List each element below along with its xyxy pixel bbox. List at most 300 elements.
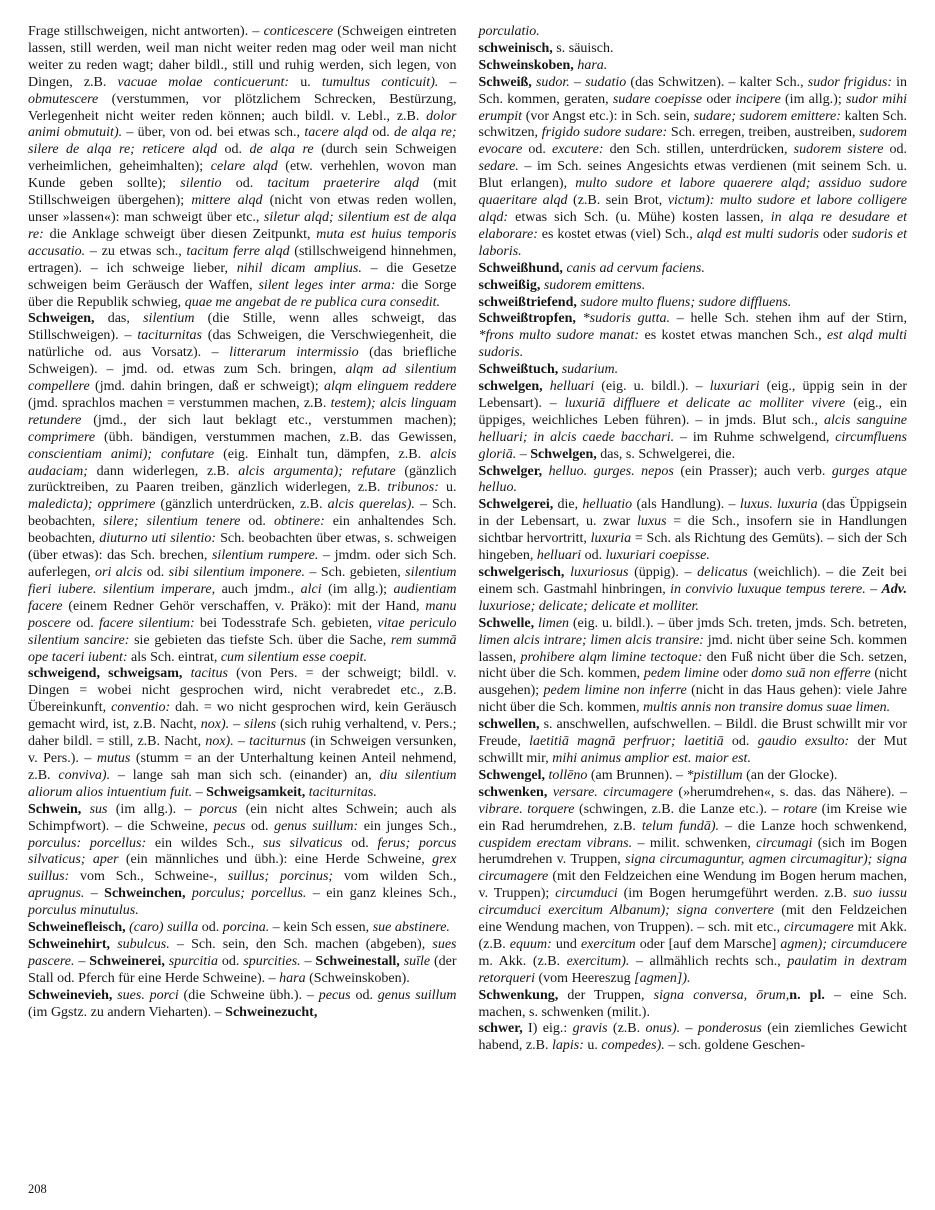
entry-paragraph: [479, 988, 908, 1022]
text-run: aprugnus.: [28, 886, 85, 902]
text-run: Adv.: [881, 581, 908, 597]
text-run: facere silentium:: [98, 615, 195, 631]
text-run: (vor Angst etc.): in Sch. sein,: [522, 108, 694, 124]
text-run: – über, von od. bei etwas sch.,: [122, 125, 305, 141]
text-run: dolor animi obmutuit).: [28, 108, 457, 141]
text-run: tribunos:: [387, 480, 439, 496]
text-run: [576, 311, 583, 326]
text-run: –: [229, 717, 245, 733]
text-run: luxus. luxuria: [739, 497, 818, 513]
text-run: (im allg.);: [321, 581, 394, 597]
text-run: sie gebieten das tiefste Sch. über die Sache,: [129, 632, 391, 648]
text-run: Schweinestall,: [315, 953, 400, 969]
text-run: (im Kreise wie ein Rad herumdrehen, z.B.: [478, 801, 907, 834]
text-run: spurcities.: [243, 953, 301, 969]
text-run: helluo. gurges. nepos: [548, 463, 674, 479]
text-run: tacitum ferre alqd: [186, 243, 290, 259]
text-run: grex suillus:: [28, 852, 457, 885]
text-run: sus: [89, 801, 108, 817]
entry-paragraph: [479, 497, 908, 565]
text-run: porculus; porcellus.: [191, 886, 307, 902]
text-run: (nicht ausgehen);: [478, 666, 908, 699]
text-run: od.: [367, 125, 395, 141]
text-run: suo iussu circumduci exercitum Albanum); signa convertere: [478, 886, 907, 919]
text-run: – die Gesetze schweigen beim Geräusch der Waffen,: [28, 260, 457, 293]
text-run: (übh. bändigen, verstummen machen, z.B. das Gewissen,: [95, 429, 457, 445]
text-run: – sch. goldene Geschen-: [664, 1038, 806, 1054]
text-run: sudarium.: [561, 362, 619, 378]
text-run: (sich im Bogen herumdrehen v. Truppen,: [478, 835, 907, 868]
text-run: schwenken,: [478, 784, 548, 800]
text-run: (eig., ein üppiges, weichliches Leben führen). – in jmds. Blut sch.,: [478, 395, 908, 428]
text-run: Schweinskoben,: [478, 57, 574, 73]
text-run: vacuae molae conticuerunt:: [117, 74, 290, 90]
text-run: conventio:: [111, 700, 171, 716]
text-run: Schweinefleisch,: [28, 920, 126, 936]
text-run: luxuria: [590, 531, 632, 547]
text-run: der Mut schwillt mir,: [478, 734, 907, 766]
text-run: (vom Heereszug: [535, 970, 635, 986]
text-run: sudore multo fluens; sudore diffluens.: [580, 294, 792, 310]
text-run: –: [300, 953, 316, 969]
text-run: od.: [245, 818, 275, 834]
text-run: circumagi: [756, 835, 813, 851]
text-run: luxuriosus: [570, 565, 629, 580]
text-run: (der Stall od. Pferch für eine Herde Schweine). –: [28, 953, 457, 986]
text-run: domo suā non efferre: [751, 666, 871, 682]
text-run: silentio: [180, 176, 222, 192]
text-run: alcis audaciam;: [28, 446, 457, 479]
text-run: Schweinezucht,: [225, 1004, 318, 1020]
text-run: (stillschweigend hinnehmen, ertragen). – ich schweige lieber,: [28, 243, 457, 276]
text-run: (ein Prasser); auch verb.: [673, 463, 832, 479]
text-run: vom wilden Sch.,: [333, 869, 457, 885]
text-run: (das briefliche Schweigen). – jmd. od. etwas zum Sch. bringen,: [28, 345, 457, 378]
entry-paragraph: [479, 24, 908, 41]
text-run: –: [680, 1021, 698, 1037]
text-run: limen alcis intrare; limen alcis transire:: [478, 632, 704, 648]
text-run: jmd. nicht über seine Sch. kommen lassen,: [478, 632, 907, 665]
text-run: od.: [723, 734, 758, 750]
text-run: telum fundā).: [641, 818, 720, 834]
text-run: laetitiā magnā perfruor; laetitiā: [529, 734, 724, 750]
text-run: (etw. verhehlen, wovon man Kunde geben sollte);: [28, 159, 457, 192]
text-run: porcina.: [222, 920, 270, 936]
text-run: s. säuisch.: [552, 40, 614, 56]
text-run: frigido sudore sudare:: [541, 125, 668, 141]
text-run: (z.B.: [607, 1021, 646, 1037]
text-run: Schwengel,: [478, 767, 545, 783]
text-run: litterarum intermissio: [229, 345, 359, 361]
text-run: nox).: [205, 734, 234, 750]
text-run: mihi animus amplior est. maior est.: [552, 750, 751, 766]
text-run: u.: [583, 1038, 602, 1054]
text-run: sues pascere.: [28, 936, 457, 969]
text-run: sedare.: [478, 159, 519, 175]
text-run: vom Sch., Schweine-,: [69, 869, 228, 885]
text-run: cum silentium esse coepit.: [220, 649, 368, 665]
text-run: (gänzlich zurücktreiben, zu Paaren treiben, gänzlich widerlegen, z.B.: [28, 463, 457, 496]
text-run: luxuriose; delicate; delicate et molliter.: [478, 598, 699, 614]
text-run: luxuriā diffluere et delicate ac molliter vivere: [564, 395, 846, 411]
entry-paragraph: [479, 616, 908, 717]
text-run: Schweinchen,: [104, 886, 186, 902]
text-run: conviva).: [58, 767, 111, 783]
text-run: subulcus.: [117, 936, 170, 952]
text-run: – helle Sch. stehen ihm auf der Stirn,: [669, 311, 908, 327]
text-run: limen: [537, 615, 570, 631]
text-run: – lange sah man sich sch. (einander) an,: [110, 767, 380, 783]
text-run: m. Akk. (z.B.: [478, 953, 567, 969]
entry-paragraph: [479, 464, 908, 498]
text-run: audientiam facere: [28, 581, 457, 614]
text-run: [182, 666, 190, 681]
text-run: celare alqd: [210, 159, 278, 175]
text-run: Schweigsamkeit,: [206, 784, 306, 800]
text-run: luxuriari: [709, 379, 760, 395]
text-run: es kostet etwas (viel) Sch.,: [537, 226, 697, 242]
text-column-left: [28, 24, 457, 1055]
text-run: – jmdm. oder sich Sch. auferlegen,: [28, 548, 457, 580]
text-run: *pistillum: [686, 767, 743, 783]
entry-paragraph: [479, 565, 908, 616]
text-run: oder: [702, 91, 736, 107]
text-run: pecus: [318, 987, 351, 1003]
text-run: oder: [719, 666, 752, 682]
text-run: luxuriari coepisse.: [605, 548, 710, 564]
text-run: (ein nicht altes Schwein; auch als Schimpfwort). – die Schweine,: [28, 801, 457, 834]
text-run: ponderosus: [697, 1021, 762, 1037]
text-run: I) eig.:: [522, 1021, 573, 1037]
text-run: onus).: [645, 1021, 681, 1037]
entry-paragraph: [28, 920, 457, 937]
text-run: (nicht von etwas reden wollen, unser »lassen«): man schweigt über etc.,: [28, 193, 457, 225]
page-body: [28, 24, 907, 1055]
entry-paragraph: [28, 937, 457, 988]
text-run: Schwelger,: [478, 463, 543, 479]
text-run: tollēno: [548, 767, 588, 783]
text-run: vitae periculo silentium sancire:: [28, 615, 457, 648]
text-run: (als Handlung). –: [632, 497, 740, 513]
text-run: sudatio: [585, 74, 627, 90]
text-run: oder: [818, 226, 852, 242]
text-run: od.: [218, 953, 244, 969]
text-run: [agmen]).: [634, 970, 691, 986]
text-run: (die Stille, wenn alles schweigt, das Stillschweigen). –: [28, 311, 457, 344]
text-run: porcus: [199, 801, 238, 817]
text-run: –: [233, 734, 250, 750]
text-run: u.: [289, 74, 322, 90]
text-run: ein anhaltendes Sch. beobachten,: [28, 514, 457, 547]
text-run: es kostet etwas manchen Sch.,: [639, 328, 827, 344]
text-run: Schweißtuch,: [478, 362, 559, 378]
text-run: schweißtriefend,: [478, 294, 577, 310]
text-run: pedem limine: [643, 666, 720, 682]
text-run: (durch sein Schweigen verheimlichen, geheimhalten);: [28, 142, 457, 175]
text-run: das,: [94, 311, 144, 327]
text-run: (mit den Feldzeichen eine Wendung im Bogen herum machen, v. Truppen);: [478, 869, 907, 902]
entry-paragraph: [479, 362, 908, 379]
text-run: gurges atque helluo.: [478, 463, 908, 496]
text-run: multis annis non transire domus suae limen.: [642, 700, 891, 716]
text-run: (im Ggstz. zu andern Vieharten). –: [28, 1004, 226, 1020]
text-run: versare. circumagere: [552, 784, 673, 800]
text-run: sudorem emittens.: [543, 277, 646, 293]
text-run: silentium rumpere.: [211, 548, 319, 564]
entry-paragraph: [28, 666, 457, 801]
text-run: und: [551, 936, 581, 952]
text-run: gravis: [572, 1021, 608, 1037]
text-run: hara: [279, 970, 306, 986]
text-run: ein junges Sch.,: [358, 818, 457, 834]
text-run: sudorem evocare: [478, 125, 907, 158]
entry-paragraph: [479, 295, 908, 312]
text-run: ori alcis: [95, 565, 143, 580]
entry-paragraph: [479, 58, 908, 75]
text-run: gaudio exsulto:: [757, 734, 850, 750]
text-run: Frage stillschweigen, nicht antworten). –: [28, 24, 264, 39]
text-run: tumultus conticuit).: [321, 74, 439, 90]
text-run: Schwenkung,: [478, 987, 559, 1003]
text-run: cuspidem erectam vibrans.: [478, 835, 633, 851]
entry-paragraph: [479, 75, 908, 261]
text-run: –: [516, 446, 531, 462]
text-run: alcis sanguine helluari; in alcis caede bacchari.: [478, 412, 907, 445]
text-run: (mit den Feldzeichen eine Wendung machen, von Truppen). – sch. mit etc.,: [478, 903, 907, 936]
text-run: die Sorge über die Republik schwieg,: [28, 277, 457, 310]
text-run: (gänzlich unterdrücken, z.B.: [155, 497, 328, 513]
text-run: obmutescere: [28, 91, 99, 107]
text-run: – im Sch. seines Angesichts etwas verdienen (mit seinem Sch. u. Blut erlangen),: [478, 159, 907, 192]
text-run: sudor frigidus:: [807, 74, 893, 90]
text-run: circumagere: [783, 920, 854, 936]
text-run: Schweigen,: [28, 311, 95, 327]
text-run: nihil dicam amplius.: [236, 260, 362, 276]
text-run: u.: [438, 480, 457, 496]
text-run: pedem limine non inferre: [543, 683, 687, 699]
text-run: (an der Glocke).: [742, 767, 838, 783]
entry-paragraph: [28, 24, 457, 311]
text-run: oder [auf dem Marsche]: [635, 936, 781, 952]
text-run: helluari: [536, 548, 582, 564]
text-run: taciturnitas: [137, 328, 202, 344]
text-run: hara.: [577, 57, 608, 73]
text-run: porculus: porcellus:: [28, 835, 147, 851]
page-number: 208: [28, 1182, 47, 1196]
text-run: silentium fieri iubere. silentium imperare,: [28, 565, 457, 597]
text-run: comprimere: [28, 429, 96, 445]
text-run: Schweißtropfen,: [478, 311, 576, 327]
text-run: – zu etwas sch.,: [85, 243, 187, 259]
text-run: silere; silentium tenere: [103, 514, 241, 530]
text-run: od.: [221, 176, 268, 192]
text-run: (das Schweigen, die Verschwiegenheit, die natürliche od. aus Vorsatz). –: [28, 328, 457, 361]
text-run: Sch. erregen, treiben, austreiben,: [667, 125, 860, 141]
text-run: luxus: [637, 514, 667, 530]
text-column-right: [479, 24, 908, 1055]
text-run: taciturnus: [249, 734, 306, 750]
text-run: circumfluens gloriā.: [478, 429, 908, 462]
text-run: mit Akk. (z.B.: [478, 920, 907, 952]
text-run: – ein ganz kleines Sch.,: [306, 886, 457, 902]
text-run: signa conversa, ōrum,: [653, 987, 790, 1003]
text-run: auch jmdm.,: [215, 581, 301, 597]
text-run: – kein Sch essen,: [269, 920, 373, 936]
text-run: od.: [522, 142, 552, 158]
text-run: –: [74, 953, 90, 969]
text-run: pecus: [213, 818, 246, 834]
text-run: in Sch. kommen, geraten,: [478, 74, 908, 107]
text-run: od.: [71, 615, 99, 631]
text-run: mittere alqd: [191, 193, 263, 209]
text-run: tacere alqd: [304, 125, 368, 141]
text-run: schweißig,: [478, 277, 541, 293]
text-run: genus suillum: [377, 987, 457, 1003]
text-run: rem summā ope taceri iubent:: [28, 632, 457, 665]
text-run: – allmählich rechts sch.,: [629, 953, 788, 969]
text-run: incipere: [735, 91, 781, 107]
text-run: (nicht in das Haus gehen): viele Jahre nicht über die Sch. kommen,: [478, 683, 907, 716]
text-run: od.: [350, 987, 378, 1003]
text-run: schwellen,: [478, 717, 540, 733]
entry-paragraph: [479, 768, 908, 785]
text-run: = die Sch., insofern sie in Handlungen sichtbar hervortritt,: [478, 514, 907, 547]
text-run: alqm elinguem reddere: [323, 379, 457, 395]
text-run: porculus minutulus.: [28, 903, 139, 919]
text-run: tacitus: [190, 666, 228, 682]
text-run: (caro) suilla: [129, 920, 199, 936]
text-run: [543, 379, 550, 394]
text-run: den Sch. stillen, unterdrücken,: [603, 142, 794, 158]
text-run: nox).: [200, 717, 230, 733]
text-run: (sich ruhig verhaltend, v. Pers.; daher bildl. = still, z.B. Nacht,: [28, 717, 457, 750]
text-run: signa circumaguntur, agmen circumagitur); signa circumagere: [478, 852, 907, 885]
text-run: – Sch. beobachten,: [28, 497, 457, 530]
text-run: –: [569, 74, 586, 90]
text-run: (weichlich). – die Zeit bei einem sch. Gastmahl hinbringen,: [478, 565, 908, 597]
text-run: exercitum).: [566, 953, 630, 969]
text-run: in alqa re desudare et elaborare:: [478, 209, 907, 242]
text-run: (ein männliches und übh.): eine Herde Schweine,: [118, 852, 433, 868]
text-run: silent leges inter arma:: [258, 277, 396, 293]
text-run: testem); alcis linguam retundere: [28, 395, 457, 428]
text-run: (z.B. sein Brot,: [567, 193, 668, 209]
text-run: schwelgerisch,: [478, 565, 565, 580]
text-run: diuturno uti silentio:: [99, 531, 217, 547]
text-run: (in Schweigen versunken, v. Pers.). –: [28, 734, 457, 766]
text-run: kalten Sch. schwitzen,: [478, 108, 907, 141]
text-run: sibi silentium imponere.: [168, 565, 305, 580]
text-run: (von Pers. = der schweigt; bildl. v. Dingen = wobei nicht gesprochen wird, nicht verabredet etc., z.B. Übereinkunft,: [28, 666, 457, 716]
text-run: helluari: [549, 379, 595, 395]
text-run: helluatio: [582, 497, 633, 513]
text-run: (Schweigen eintreten lassen, still werden, weil man nicht weiter reden mag oder weil man nicht weiter zu reden wagt; daher bildl., still und ruhig werden, sich legen, von Dingen, z.B.: [28, 24, 457, 90]
entry-paragraph: [479, 717, 908, 768]
text-run: rotare: [783, 801, 818, 817]
text-run: = Sch. als Richtung des Gemüts). – sich der Sch hingeben,: [478, 531, 907, 564]
text-run: Schweißhund,: [478, 260, 563, 276]
text-run: (am Brunnen). –: [587, 767, 687, 783]
text-run: – die Lanze hoch schwenkend,: [719, 818, 908, 834]
text-run: s. anschwellen, aufschwellen. – Bildl. die Brust schwillt mir vor Freude,: [478, 717, 907, 750]
text-run: suīle: [403, 953, 431, 969]
text-run: Schweinevieh,: [28, 987, 113, 1003]
text-run: (schwingen, z.B. die Lanze etc.). –: [574, 801, 784, 817]
text-run: – eine Sch. machen, s. schwenken (milit.).: [478, 987, 908, 1020]
text-run: (üppig). –: [628, 565, 698, 580]
text-run: paulatim in dextram retorqueri: [478, 953, 907, 986]
text-run: (jmd., der sich laut beklagt etc., verstummen machen);: [81, 412, 457, 428]
text-run: (einem Redner Gehör verschaffen, v. Präko): mit der Hand,: [62, 598, 426, 614]
text-run: bei Todesstrafe Sch. gebieten,: [194, 615, 378, 631]
text-run: od.: [217, 142, 250, 158]
text-run: alci: [300, 581, 322, 597]
text-run: maledicta); opprimere: [28, 497, 156, 513]
text-run: prohibere alqm limine tectoque:: [520, 649, 703, 665]
text-run: Schwein,: [28, 801, 82, 817]
text-run: Schwelle,: [478, 615, 535, 631]
text-run: de alqa re; silere de alqa re; reticere alqd: [28, 125, 457, 158]
text-run: exercitum: [580, 936, 636, 952]
text-run: victum): multo sudore et labore colligere alqd:: [478, 193, 908, 225]
entry-paragraph: [479, 379, 908, 464]
text-run: suillus; porcinus;: [227, 869, 334, 885]
text-run: –: [192, 784, 207, 800]
text-run: sus silvaticus: [262, 835, 343, 851]
text-run: compedes).: [601, 1038, 665, 1054]
text-run: schweinisch,: [478, 40, 553, 56]
text-run: – milit. schwenken,: [632, 835, 757, 851]
entry-paragraph: [479, 311, 908, 362]
text-run: der Truppen,: [558, 987, 654, 1003]
text-run: [81, 802, 89, 817]
text-run: tacitum praeterire alqd: [267, 176, 419, 192]
entry-paragraph: [479, 278, 908, 295]
text-run: silens: [244, 717, 277, 733]
text-run: alcis argumenta); refutare: [238, 463, 396, 479]
text-run: (jmd. dahin bringen, daß er schweigt);: [89, 379, 324, 395]
text-run: multo sudore et labore quaerere alqd; assiduo sudore quaeritare alqd: [478, 176, 908, 209]
text-run: die Anklage schweigt über diesen Zeitpunkt,: [43, 226, 317, 242]
text-run: diu silentium aliorum alios intuentium fuit.: [28, 767, 457, 800]
text-run: schweigend, schweigsam,: [28, 666, 183, 682]
text-run: Schweiß,: [478, 74, 532, 90]
text-run: den Fuß nicht über die Sch. setzen, nicht über die Sch. kommen,: [478, 649, 907, 682]
text-run: silentium: [143, 311, 195, 327]
text-run: –: [865, 581, 882, 597]
text-run: alcis querelas).: [327, 497, 415, 513]
text-run: – im Ruhme schwelgend,: [674, 429, 836, 445]
text-run: ferus; porcus silvaticus; aper: [28, 835, 457, 868]
text-run: vibrare. torquere: [478, 801, 575, 817]
text-run: genus suillum:: [274, 818, 359, 834]
text-run: –: [438, 74, 457, 90]
text-run: od.: [198, 920, 223, 936]
entry-paragraph: [28, 802, 457, 920]
text-run: Schwelgerei,: [478, 497, 554, 513]
text-run: etwas sich Sch. (u. Mühe) kosten lassen,: [508, 209, 771, 225]
text-run: (eig. u. bildl.). –: [594, 379, 710, 395]
text-run: *frons multo sudore manat:: [478, 328, 640, 344]
text-run: spurcitia: [168, 953, 218, 969]
text-run: sudorem sistere: [793, 142, 884, 158]
text-run: (die Schweine übh.). –: [178, 987, 319, 1003]
text-run: (verstummen, vor plötzlichem Schrecken, Bestürzung, Verlegenheit nicht weiter reden können; auch bildl. v. Lebl., z.B.: [28, 91, 457, 124]
text-run: (das Schwitzen). – kalter Sch.,: [626, 74, 808, 90]
text-run: circumduci: [555, 886, 618, 902]
text-run: equum:: [509, 936, 552, 952]
text-run: conticescere: [263, 24, 334, 39]
